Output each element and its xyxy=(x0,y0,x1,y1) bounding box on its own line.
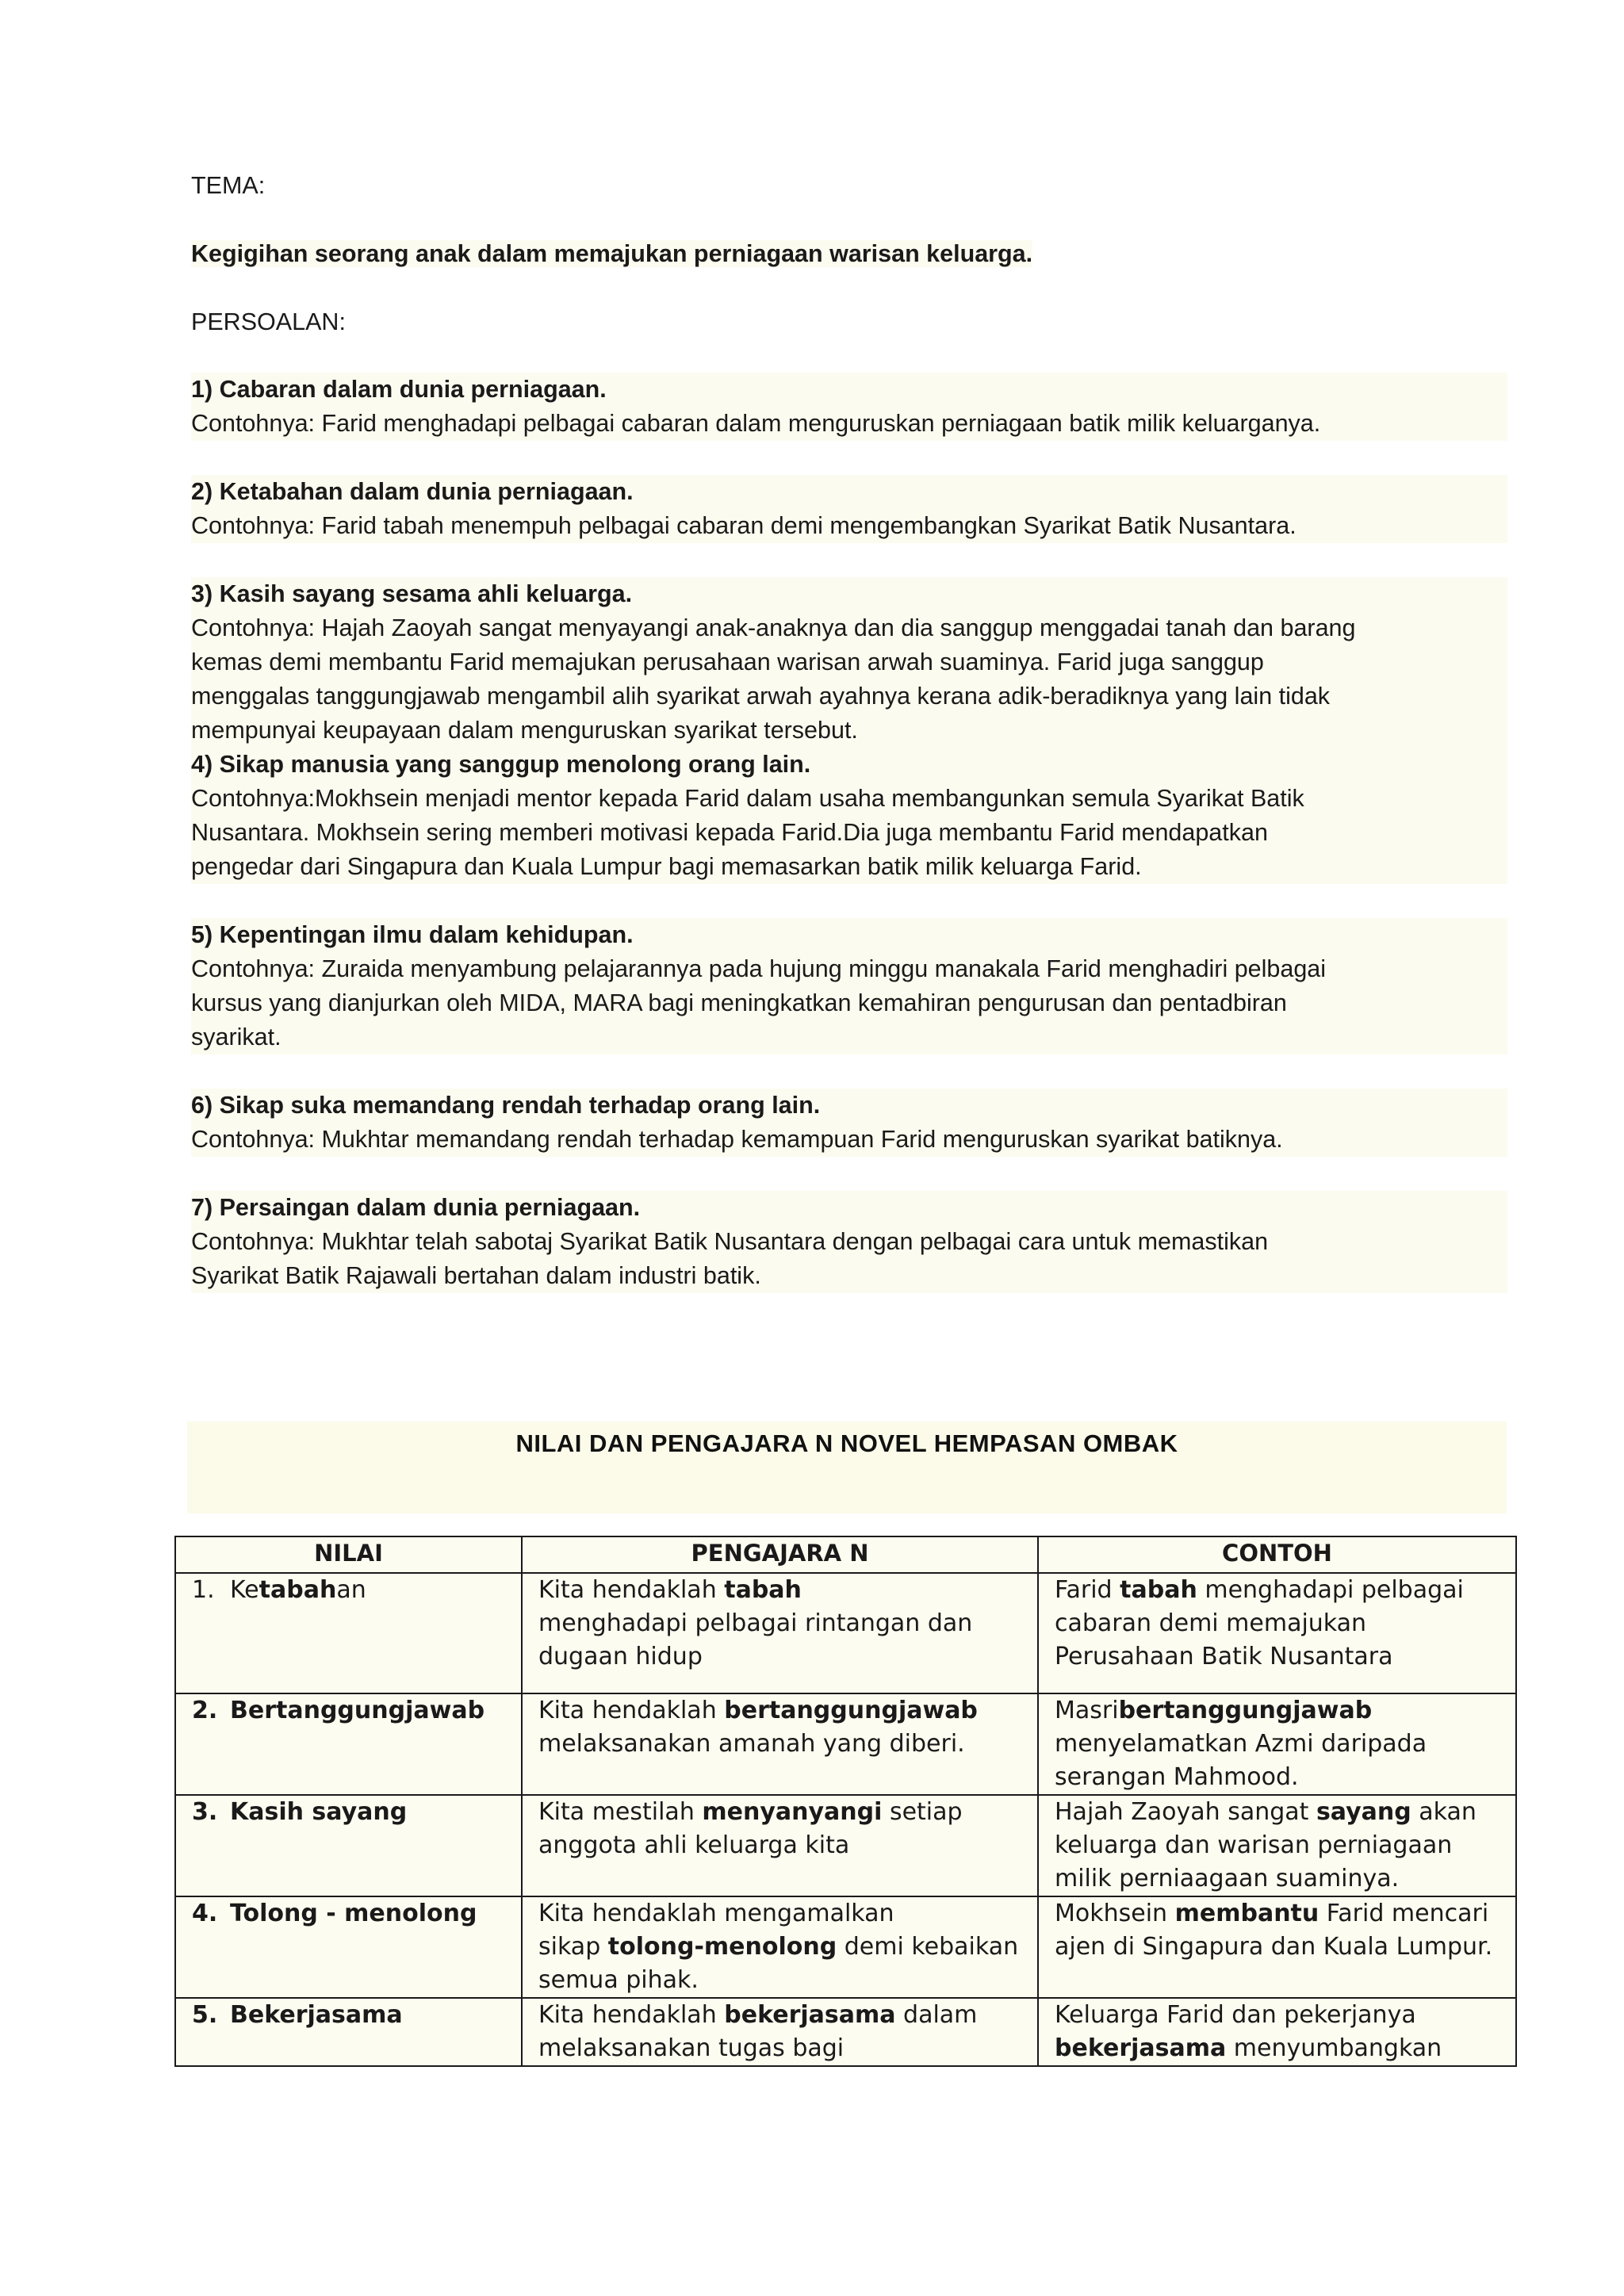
pengajaran-text: demi kebaikan xyxy=(837,1933,1019,1961)
table-row xyxy=(175,1998,1516,2066)
contoh-line xyxy=(1055,1728,1500,1761)
table-row xyxy=(175,1693,1516,1795)
table-title-band xyxy=(187,1422,1507,1513)
nilai-text: Ke xyxy=(230,1576,259,1604)
pengajaran-text: setiap xyxy=(882,1798,963,1826)
contoh-bold-text: bekerjasama xyxy=(1055,2034,1227,2062)
pengajaran-line xyxy=(538,1728,1021,1761)
contoh-text: Mokhsein xyxy=(1055,1900,1175,1927)
contoh-bold-text: membantu xyxy=(1174,1900,1320,1927)
contoh-text: akan xyxy=(1411,1798,1477,1826)
pengajaran-text: Kita hendaklah mengamalkan xyxy=(538,1900,894,1927)
persoalan-line: menggalas tanggungjawab mengambil alih syarikat arwah ayahnya kerana adik-beradiknya yang lain tidak xyxy=(191,679,1507,714)
nilai-cell xyxy=(175,1573,522,1693)
contoh-bold-text: bertanggungjawab xyxy=(1118,1697,1373,1724)
contoh-text: Perusahaan Batik Nusantara xyxy=(1055,1643,1393,1670)
contoh-text: menyelamatkan Azmi daripada xyxy=(1055,1730,1427,1758)
contoh-text: keluarga dan warisan perniagaan xyxy=(1055,1831,1453,1859)
contoh-text: cabaran demi memajukan xyxy=(1055,1609,1367,1637)
contoh-line xyxy=(1055,1574,1500,1607)
table-title: NILAI DAN PENGAJARA N NOVEL HEMPASAN OMBAK xyxy=(515,1429,1178,1457)
contoh-line xyxy=(1055,1640,1500,1674)
table-row xyxy=(175,1896,1516,1998)
pengajaran-text: anggota ahli keluarga kita xyxy=(538,1831,850,1859)
tema-label: TEMA: xyxy=(191,172,266,199)
tema-text: Kegigihan seorang anak dalam memajukan perniagaan warisan keluarga. xyxy=(191,240,1033,267)
pengajaran-text: Kita mestilah xyxy=(538,1798,703,1826)
contoh-cell xyxy=(1038,1693,1516,1795)
pengajaran-cell xyxy=(522,1693,1038,1795)
row-number: 2. xyxy=(192,1697,218,1724)
contoh-line xyxy=(1055,1931,1500,1964)
pengajaran-text: sikap xyxy=(538,1933,608,1961)
pengajaran-line xyxy=(538,1574,1021,1607)
pengajaran-line xyxy=(538,1607,1021,1640)
persoalan-line: kursus yang dianjurkan oleh MIDA, MARA bagi meningkatkan kemahiran pengurusan dan pentadbiran xyxy=(191,986,1507,1020)
row-number: 5. xyxy=(192,2001,218,2029)
contoh-bold-text: sayang xyxy=(1316,1798,1411,1826)
persoalan-heading-1: 1) Cabaran dalam dunia perniagaan. xyxy=(191,373,1507,407)
contoh-text: ajen di Singapura dan Kuala Lumpur. xyxy=(1055,1933,1493,1961)
persoalan-label: PERSOALAN: xyxy=(191,308,346,335)
header-nilai: NILAI xyxy=(175,1536,522,1573)
pengajaran-line xyxy=(538,1640,1021,1674)
nilai-table xyxy=(174,1536,1517,2067)
pengajaran-cell xyxy=(522,1573,1038,1693)
pengajaran-line xyxy=(538,1964,1021,1997)
contoh-text: serangan Mahmood. xyxy=(1055,1763,1299,1791)
pengajaran-line xyxy=(538,1829,1021,1862)
persoalan-line: Contohnya: Farid tabah menempuh pelbagai cabaran demi mengembangkan Syarikat Batik Nusantara. xyxy=(191,509,1507,543)
pengajaran-text: dugaan hidup xyxy=(538,1643,703,1670)
nilai-cell xyxy=(175,1998,522,2066)
pengajaran-text: menghadapi pelbagai rintangan dan xyxy=(538,1609,973,1637)
pengajaran-bold-text: tabah xyxy=(724,1576,802,1604)
nilai-bold-text: Bekerjasama xyxy=(230,2001,403,2029)
persoalan-list xyxy=(191,373,1507,1293)
persoalan-line: syarikat. xyxy=(191,1020,1507,1054)
persoalan-line: kemas demi membantu Farid memajukan perusahaan warisan arwah suaminya. Farid juga sanggup xyxy=(191,645,1507,679)
pengajaran-text: melaksanakan tugas bagi xyxy=(538,2034,845,2062)
persoalan-heading-4: 4) Sikap manusia yang sanggup menolong orang lain. xyxy=(191,748,1507,782)
contoh-text: menghadapi pelbagai xyxy=(1197,1576,1464,1604)
pengajaran-line xyxy=(538,1796,1021,1829)
header-contoh: CONTOH xyxy=(1038,1536,1516,1573)
persoalan-line: Contohnya: Mukhtar memandang rendah terhadap kemampuan Farid menguruskan syarikat batiknya. xyxy=(191,1123,1507,1157)
contoh-cell xyxy=(1038,1573,1516,1693)
contoh-text: milik perniaagaan suaminya. xyxy=(1055,1865,1400,1892)
persoalan-line: Contohnya: Farid menghadapi pelbagai cabaran dalam menguruskan perniagaan batik milik keluarganya. xyxy=(191,407,1507,441)
contoh-text: Farid xyxy=(1055,1576,1120,1604)
nilai-bold-text: Bertanggungjawab xyxy=(230,1697,485,1724)
contoh-text: menyumbangkan xyxy=(1226,2034,1442,2062)
pengajaran-text: dalam xyxy=(895,2001,978,2029)
persoalan-line: pengedar dari Singapura dan Kuala Lumpur bagi memasarkan batik milik keluarga Farid. xyxy=(191,850,1507,884)
contoh-line xyxy=(1055,1761,1500,1794)
nilai-cell xyxy=(175,1896,522,1998)
pengajaran-line xyxy=(538,1931,1021,1964)
persoalan-line: Syarikat Batik Rajawali bertahan dalam industri batik. xyxy=(191,1259,1507,1293)
pengajaran-text: Kita hendaklah xyxy=(538,1576,725,1604)
pengajaran-line xyxy=(538,2032,1021,2065)
contoh-text: Keluarga Farid dan pekerjanya xyxy=(1055,2001,1416,2029)
persoalan-line: Contohnya:Mokhsein menjadi mentor kepada Farid dalam usaha membangunkan semula Syarikat Batik xyxy=(191,782,1507,816)
pengajaran-cell xyxy=(522,1998,1038,2066)
table-header-row xyxy=(175,1536,1516,1573)
pengajaran-text: semua pihak. xyxy=(538,1966,699,1994)
contoh-cell xyxy=(1038,1896,1516,1998)
pengajaran-cell xyxy=(522,1795,1038,1896)
persoalan-heading-7: 7) Persaingan dalam dunia perniagaan. xyxy=(191,1191,1507,1225)
pengajaran-line xyxy=(538,1897,1021,1931)
persoalan-line: Contohnya: Hajah Zaoyah sangat menyayangi anak-anaknya dan dia sanggup menggadai tanah dan barang xyxy=(191,611,1507,645)
persoalan-heading-5: 5) Kepentingan ilmu dalam kehidupan. xyxy=(191,918,1507,952)
pengajaran-text: melaksanakan amanah yang diberi. xyxy=(538,1730,965,1758)
contoh-line xyxy=(1055,2032,1500,2065)
contoh-cell xyxy=(1038,1795,1516,1896)
pengajaran-bold-text: tolong-menolong xyxy=(607,1933,837,1961)
table-row xyxy=(175,1573,1516,1693)
row-number: 4. xyxy=(192,1900,218,1927)
pengajaran-text: Kita hendaklah xyxy=(538,2001,725,2029)
persoalan-heading-2: 2) Ketabahan dalam dunia perniagaan. xyxy=(191,475,1507,509)
contoh-line xyxy=(1055,1862,1500,1896)
contoh-cell xyxy=(1038,1998,1516,2066)
contoh-line xyxy=(1055,1999,1500,2032)
nilai-bold-text: tabah xyxy=(259,1576,337,1604)
nilai-cell xyxy=(175,1693,522,1795)
table-row xyxy=(175,1795,1516,1896)
contoh-line xyxy=(1055,1694,1500,1728)
nilai-bold-text: Tolong - menolong xyxy=(230,1900,477,1927)
contoh-line xyxy=(1055,1829,1500,1862)
pengajaran-line xyxy=(538,1694,1021,1728)
pengajaran-cell xyxy=(522,1896,1038,1998)
row-number: 3. xyxy=(192,1798,218,1826)
contoh-text: Farid mencari xyxy=(1319,1900,1489,1927)
contoh-line xyxy=(1055,1607,1500,1640)
nilai-text: an xyxy=(336,1576,366,1604)
contoh-line xyxy=(1055,1897,1500,1931)
persoalan-line: Contohnya: Mukhtar telah sabotaj Syarikat Batik Nusantara dengan pelbagai cara untuk memastikan xyxy=(191,1225,1507,1259)
pengajaran-line xyxy=(538,1999,1021,2032)
pengajaran-bold-text: menyanyangi xyxy=(702,1798,883,1826)
pengajaran-bold-text: bertanggungjawab xyxy=(724,1697,978,1724)
header-pengajaran: PENGAJARA N xyxy=(522,1536,1038,1573)
persoalan-line: Nusantara. Mokhsein sering memberi motivasi kepada Farid.Dia juga membantu Farid mendapatkan xyxy=(191,816,1507,850)
persoalan-heading-3: 3) Kasih sayang sesama ahli keluarga. xyxy=(191,577,1507,611)
nilai-cell xyxy=(175,1795,522,1896)
pengajaran-bold-text: bekerjasama xyxy=(724,2001,896,2029)
contoh-text: Hajah Zaoyah sangat xyxy=(1055,1798,1316,1826)
contoh-text: Masri xyxy=(1055,1697,1119,1724)
persoalan-heading-6: 6) Sikap suka memandang rendah terhadap orang lain. xyxy=(191,1089,1507,1123)
nilai-bold-text: Kasih sayang xyxy=(230,1798,408,1826)
contoh-line xyxy=(1055,1796,1500,1829)
tema-section xyxy=(191,169,1507,339)
pengajaran-text: Kita hendaklah xyxy=(538,1697,725,1724)
contoh-bold-text: tabah xyxy=(1120,1576,1197,1604)
persoalan-line: Contohnya: Zuraida menyambung pelajarannya pada hujung minggu manakala Farid menghadiri pelbagai xyxy=(191,952,1507,986)
persoalan-line: mempunyai keupayaan dalam menguruskan syarikat tersebut. xyxy=(191,714,1507,748)
row-number: 1. xyxy=(192,1576,215,1604)
